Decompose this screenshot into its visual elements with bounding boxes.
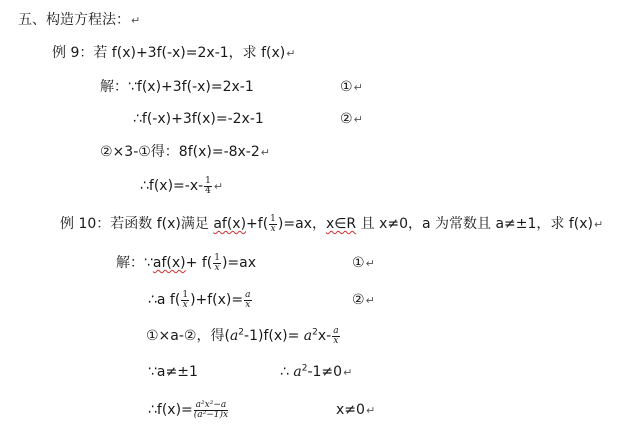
example9-eq2-mark xyxy=(340,109,363,130)
fraction-numerator: a xyxy=(245,289,251,300)
example10-solution-line5 xyxy=(148,400,229,420)
example9-line2-text: ∴f(-x)+3f(x)=-2x-1 xyxy=(133,111,264,127)
equation-number-2: ② xyxy=(352,292,365,308)
example9-eq1-mark xyxy=(340,77,363,98)
example10-problem-text-c: )=ax， xyxy=(277,216,326,232)
superscript-2: 2 xyxy=(238,327,245,338)
fraction-numerator: 1 xyxy=(270,213,276,224)
section-title-text: 五、构造方程法： xyxy=(18,12,130,28)
superscript-2: 2 xyxy=(301,363,308,374)
example9-line4-text: ∴f(x)=-x- xyxy=(140,178,204,194)
fraction-one-over-x xyxy=(181,291,189,310)
fraction-denominator: x xyxy=(182,299,188,310)
example10-line5-text-a: ∴f(x)= xyxy=(148,402,193,418)
example10-line4-text-b: ∴ xyxy=(280,364,294,380)
example9-problem-text: 例 9：若 f(x)+3f(-x)=2x-1，求 f(x) xyxy=(52,45,286,61)
paragraph-mark-icon: ↵ xyxy=(365,404,376,417)
paragraph-mark-icon: ↵ xyxy=(131,14,141,27)
example10-eq1-mark xyxy=(352,253,375,274)
fraction-one-over-x xyxy=(269,215,277,234)
example10-line3-text-a: ①×a-②，得( xyxy=(146,328,230,344)
example9-line1-text: 解：∵f(x)+3f(-x)=2x-1 xyxy=(100,79,254,95)
example10-problem-text-d: 且 x≠0，a 为常数且 a≠±1，求 f(x) xyxy=(356,216,594,232)
paragraph-mark-icon: ↵ xyxy=(286,47,296,60)
example10-eq2-mark xyxy=(352,290,375,311)
paragraph-mark-icon: ↵ xyxy=(343,366,353,379)
italic-a: a xyxy=(229,328,239,344)
paragraph-mark-icon: ↵ xyxy=(365,257,375,270)
fraction-denominator: x xyxy=(214,262,220,273)
fraction-numerator: a²x²−a xyxy=(195,399,227,410)
fraction-a-over-x xyxy=(244,291,251,310)
fraction-denominator: (a²−1)x xyxy=(193,409,229,420)
example10-solution-line4-right xyxy=(280,362,352,383)
fraction-denominator: x xyxy=(270,223,276,234)
example9-solution-line4 xyxy=(140,176,223,197)
example10-line1-text-b: )=ax xyxy=(221,255,257,271)
paragraph-mark-icon: ↵ xyxy=(260,146,270,159)
paragraph-mark-icon: ↵ xyxy=(353,81,363,94)
equation-number-1: ① xyxy=(352,255,365,271)
example10-solution-line2 xyxy=(148,290,253,310)
example10-line2-text-b: )+f(x)= xyxy=(190,292,244,308)
fraction-one-over-x xyxy=(213,254,221,273)
example9-solution-line2 xyxy=(133,109,264,129)
fraction-final-answer xyxy=(194,401,228,420)
fraction-denominator: x xyxy=(245,299,251,310)
example10-line3-text-c: x- xyxy=(317,328,332,344)
fraction-numerator: a xyxy=(333,325,339,336)
example9-problem xyxy=(52,43,295,64)
example10-line5-text-b: x≠0 xyxy=(336,402,365,418)
paragraph-mark-icon: ↵ xyxy=(353,113,363,126)
paragraph-mark-icon: ↵ xyxy=(213,180,224,193)
paragraph-mark-icon: ↵ xyxy=(594,218,604,231)
example9-solution-line3 xyxy=(100,142,270,163)
spellcheck-underlined-xr: x∈R xyxy=(325,216,357,232)
paragraph-mark-icon: ↵ xyxy=(365,294,375,307)
spellcheck-underlined-af: af(x) xyxy=(152,255,186,271)
equation-number-2: ② xyxy=(340,111,353,127)
italic-a: a xyxy=(303,328,313,344)
example10-line3-text-b: -1)f(x)= xyxy=(244,328,304,344)
italic-a: a xyxy=(293,364,302,380)
fraction-denominator: x xyxy=(333,335,339,346)
example10-solution-line3 xyxy=(146,326,341,346)
example10-line1-label: 解：∵ xyxy=(116,255,153,271)
fraction-one-quarter xyxy=(204,177,212,196)
fraction-denominator: 4 xyxy=(205,185,211,196)
example10-solution-line1 xyxy=(116,253,256,273)
equation-number-1: ① xyxy=(340,79,353,95)
example10-problem-text-b: +f( xyxy=(246,216,269,232)
example10-problem-text-a: 例 10：若函数 f(x)满足 xyxy=(60,216,214,232)
example10-problem xyxy=(60,214,603,235)
fraction-numerator: 1 xyxy=(182,289,189,300)
superscript-2: 2 xyxy=(312,327,318,338)
example10-line4-text-a: ∵a≠±1 xyxy=(148,364,198,380)
fraction-numerator: 1 xyxy=(205,175,211,186)
spellcheck-underlined-af: af(x) xyxy=(213,216,247,232)
example9-solution-line1 xyxy=(100,77,254,97)
section-title xyxy=(18,10,140,31)
example10-line1-text-a: + f( xyxy=(185,255,213,271)
fraction-a-over-x xyxy=(332,327,339,346)
example10-solution-line5-right xyxy=(336,400,375,421)
example10-line4-text-c: -1≠0 xyxy=(307,364,343,380)
example9-line3-text: ②×3-①得：8f(x)=-8x-2 xyxy=(100,144,260,160)
example10-solution-line4 xyxy=(148,362,198,382)
fraction-numerator: 1 xyxy=(214,252,220,263)
example10-line2-text-a: ∴a f( xyxy=(148,292,181,308)
